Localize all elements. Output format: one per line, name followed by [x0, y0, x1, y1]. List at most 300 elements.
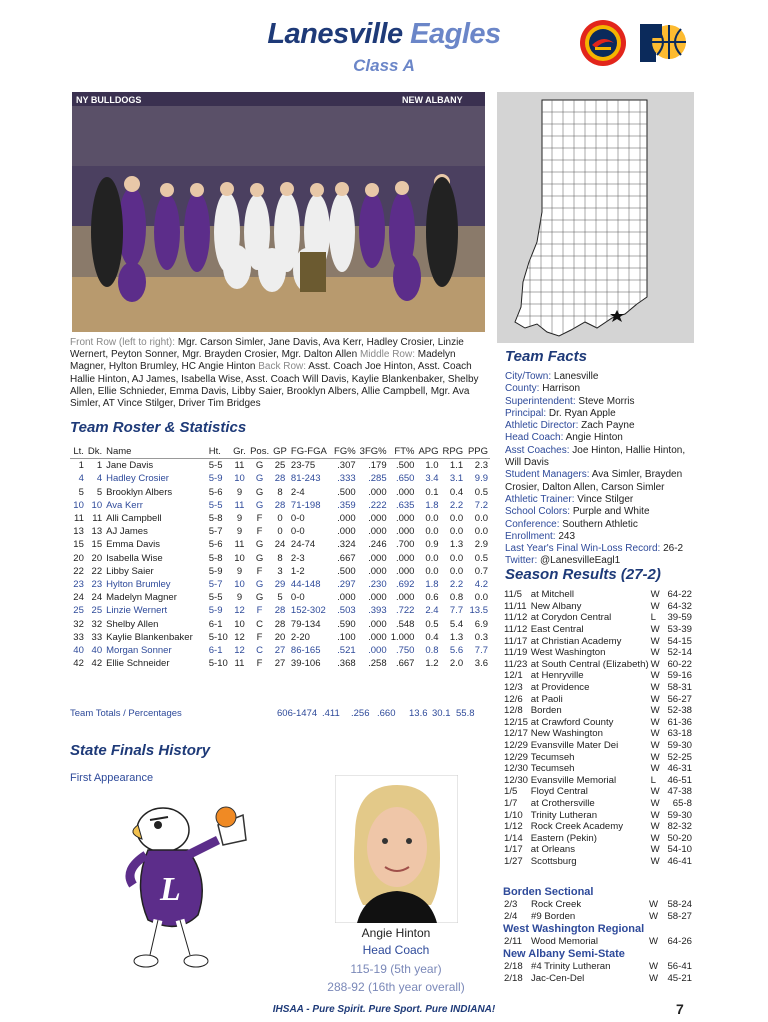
fact-label: Head Coach:	[505, 432, 564, 444]
fact-label: Principal:	[505, 407, 547, 419]
game-date: 12/17	[504, 728, 529, 740]
fact-value: 26-2	[663, 543, 684, 555]
roster-cell-ht: 5-9	[208, 565, 223, 577]
game-opponent: New Albany	[530, 600, 582, 612]
game-opponent: at South Central (Elizabeth)	[530, 658, 649, 670]
game-row	[503, 844, 693, 856]
roster-cell-ht: 5-9	[208, 473, 223, 485]
fact-label: Asst Coaches:	[505, 444, 570, 456]
roster-cell-ppg: 6.9	[474, 618, 488, 630]
game-date: 11/11	[504, 600, 527, 612]
roster-cell-name: Hylton Brumley	[106, 578, 171, 590]
game-result: W	[650, 600, 660, 612]
game-row	[503, 899, 693, 911]
col-ftp: FT%	[389, 445, 417, 459]
totals-ppg: 55.8	[456, 708, 475, 719]
regional-table	[503, 936, 693, 948]
indiana-county-map	[497, 92, 694, 343]
totals-apg: 13.6	[409, 708, 428, 719]
fact-item	[505, 445, 695, 470]
roster-cell-rpg: 0.0	[449, 552, 464, 564]
roster-cell-pos: G	[255, 539, 264, 551]
photo-caption	[70, 337, 490, 410]
game-date: 11/5	[504, 589, 522, 601]
game-opponent: East Central	[530, 624, 584, 636]
game-score: 47-38	[667, 786, 692, 798]
roster-cell-gp: 5	[277, 592, 283, 604]
roster-cell-fgp: .000	[337, 592, 356, 604]
game-score: 58-31	[667, 682, 692, 694]
roster-cell-ppg: 2.3	[474, 460, 488, 472]
game-score: 53-39	[667, 624, 692, 636]
roster-cell-dk: 23	[91, 578, 103, 590]
roster-cell-apg: 0.6	[425, 592, 439, 604]
roster-cell-gr: 12	[234, 644, 245, 656]
game-score: 52-25	[667, 751, 692, 763]
roster-cell-apg: 1.8	[425, 499, 439, 511]
game-opponent: Wood Memorial	[531, 936, 599, 948]
roster-cell-rpg: 0.4	[449, 486, 464, 498]
page-number: 7	[676, 1001, 684, 1017]
game-date: 11/12	[504, 612, 528, 624]
roster-cell-name: Ellie Schneider	[106, 658, 170, 670]
roster-cell-name: Brooklyn Albers	[106, 486, 173, 498]
roster-cell-gp: 28	[274, 499, 286, 511]
fact-item	[505, 371, 695, 383]
game-opponent: Trinity Lutheran	[530, 809, 598, 821]
roster-cell-gp: 28	[274, 618, 286, 630]
roster-cell-dk: 24	[91, 592, 103, 604]
roster-cell-ht: 5-5	[208, 592, 223, 604]
col-fg: FG-FGA	[289, 445, 332, 459]
roster-cell-name: Emma Davis	[106, 539, 160, 551]
roster-row	[70, 552, 490, 565]
roster-cell-gr: 12	[234, 631, 245, 643]
roster-cell-gp: 8	[277, 486, 283, 498]
fact-value: Joe Hinton, Hallie Hinton, Will Davis	[505, 444, 686, 469]
game-row	[503, 728, 693, 740]
roster-row	[70, 499, 490, 512]
game-date: 1/5	[504, 786, 518, 798]
roster-cell-fgp: .000	[337, 513, 356, 525]
roster-cell-apg: 2.4	[425, 605, 439, 617]
col-ppg: PPG	[465, 445, 490, 459]
roster-cell-dk: 25	[91, 605, 103, 617]
state-history-title: State Finals History	[70, 742, 211, 759]
game-score: 54-10	[667, 844, 692, 856]
svg-text:L: L	[160, 871, 181, 908]
season-results-table	[503, 589, 693, 867]
roster-cell-tp: .000	[368, 618, 387, 630]
roster-cell-gr: 9	[236, 513, 243, 525]
roster-cell-lt: 15	[73, 539, 84, 551]
roster-cell-ht: 5-10	[208, 658, 228, 670]
roster-cell-ft: .700	[395, 539, 415, 551]
roster-cell-gp: 27	[274, 644, 286, 656]
game-result: W	[649, 910, 659, 922]
indiana-map-panel	[497, 92, 694, 343]
game-score: 61-36	[667, 716, 692, 728]
roster-cell-fgp: .503	[337, 605, 356, 617]
game-date: 12/3	[504, 682, 523, 694]
eagle-mascot	[118, 795, 258, 980]
roster-cell-rpg: 5.6	[449, 644, 464, 656]
game-row	[503, 821, 693, 833]
game-result: W	[650, 624, 660, 636]
roster-cell-pos: C	[256, 644, 264, 656]
game-score: 50-20	[667, 832, 692, 844]
roster-cell-lt: 5	[78, 486, 84, 498]
roster-cell-name: Alli Campbell	[106, 513, 162, 525]
svg-text:NEW ALBANY: NEW ALBANY	[402, 95, 463, 105]
roster-cell-fg: 2-20	[290, 631, 310, 643]
roster-cell-ppg: 13.5	[469, 605, 488, 617]
roster-cell-fgp: .307	[337, 460, 356, 472]
roster-cell-gp: 28	[274, 473, 286, 485]
roster-row	[70, 472, 490, 485]
roster-cell-name: Hadley Crosier	[106, 473, 169, 485]
game-result: W	[650, 682, 660, 694]
game-row	[503, 740, 693, 752]
roster-cell-tp: .285	[368, 473, 387, 485]
game-row	[503, 601, 693, 613]
roster-cell-tp: .000	[368, 526, 387, 538]
roster-cell-ft: .635	[395, 499, 415, 511]
roster-cell-ht: 5-5	[208, 499, 223, 511]
game-date: 11/23	[504, 658, 528, 670]
game-opponent: West Washington	[530, 647, 606, 659]
game-row	[503, 809, 693, 821]
roster-cell-pos: G	[255, 460, 264, 472]
game-date: 2/3	[504, 899, 518, 911]
game-opponent: Evansville Memorial	[530, 774, 617, 786]
game-row	[503, 589, 693, 601]
roster-cell-apg: 0.5	[425, 618, 439, 630]
roster-cell-dk: 13	[91, 526, 103, 538]
roster-cell-fg: 23-75	[290, 460, 316, 472]
game-result: W	[650, 786, 660, 798]
roster-row	[70, 512, 490, 525]
caption-back-text: Asst. Coach Joe Hinton, Asst. Coach Hallie Hinton, AJ James, Isabella Wise, Asst. Coach Will Davis, Kaylie Blankenbaker, Shelby Allen, Ellie Schnieder, Emma Davis, Libby Saier, Brooklyn Albers, Allie Campbell, Mgr. Ava Simler, AT Vince Stilger, Driver Tim Bridges	[70, 361, 479, 410]
game-score: 46-31	[667, 763, 692, 775]
roster-cell-gr: 9	[236, 565, 243, 577]
roster-cell-ppg: 0.0	[474, 592, 488, 604]
game-result: W	[650, 716, 660, 728]
roster-cell-fgp: .590	[337, 618, 356, 630]
roster-cell-ppg: 0.0	[474, 513, 488, 525]
roster-row	[70, 604, 490, 617]
game-row	[503, 936, 693, 948]
col-gr: Gr.	[231, 445, 248, 459]
game-result: W	[650, 797, 660, 809]
roster-cell-ft: .000	[395, 592, 415, 604]
roster-cell-tp: .230	[368, 578, 387, 590]
game-opponent: #9 Borden	[531, 910, 576, 922]
totals-fgp: .411	[322, 708, 340, 719]
footer-tagline: IHSAA - Pure Spirit. Pure Sport. Pure INDIANA!	[272, 1004, 496, 1015]
fact-value: Lanesville	[553, 371, 599, 382]
roster-cell-tp: .222	[368, 499, 387, 511]
game-date: 12/1	[504, 670, 523, 682]
game-row	[503, 717, 693, 729]
game-result: W	[650, 763, 660, 775]
roster-cell-gr: 11	[234, 499, 245, 511]
game-score: 58-24	[667, 899, 692, 911]
fact-item	[505, 543, 695, 555]
roster-cell-apg: 0.0	[425, 526, 439, 538]
roster-cell-pos: G	[255, 473, 264, 485]
caption-front-text: Mgr. Carson Simler, Jane Davis, Ava Kerr, Hadley Crosier, Linzie Wernert, Peyton Sonner, Mgr. Brayden Crosier, Mgr. Dalton Allen	[70, 337, 464, 361]
roster-cell-fg: 86-165	[290, 644, 321, 656]
roster-cell-gr: 9	[236, 486, 243, 498]
roster-cell-tp: .258	[368, 658, 387, 670]
roster-cell-rpg: 2.0	[449, 658, 464, 670]
game-opponent: at Mitchell	[530, 589, 574, 601]
fact-label: School Colors:	[505, 506, 571, 518]
fact-label: Last Year's Final Win-Loss Record:	[505, 543, 661, 555]
roster-cell-apg: 0.0	[425, 565, 439, 577]
col-pos: Pos.	[250, 446, 270, 458]
roster-cell-gr: 10	[234, 578, 245, 590]
roster-cell-tp: .000	[368, 513, 387, 525]
game-row	[503, 682, 693, 694]
roster-cell-fg: 1-2	[290, 565, 305, 577]
roster-cell-dk: 1	[96, 460, 103, 472]
caption-middle-text: Madelyn Magner, Hylton Brumley, HC Angie Hinton	[70, 349, 456, 373]
game-score: 59-30	[667, 809, 692, 821]
game-date: 11/17	[504, 635, 528, 647]
roster-cell-ft: .000	[395, 513, 415, 525]
game-row	[503, 832, 693, 844]
roster-cell-ppg: 0.5	[474, 486, 488, 498]
game-opponent: at Orleans	[530, 844, 576, 856]
roster-cell-rpg: 0.0	[449, 513, 464, 525]
col-rpg: RPG	[442, 446, 464, 458]
fact-item	[505, 396, 695, 408]
title-main: Lanesville	[267, 18, 403, 50]
roster-cell-name: Isabella Wise	[106, 552, 163, 564]
roster-cell-rpg: 0.0	[449, 526, 464, 538]
roster-cell-pos: F	[256, 658, 263, 670]
game-opponent: Floyd Central	[530, 786, 588, 798]
roster-cell-fgp: .500	[337, 565, 356, 577]
game-opponent: at Henryville	[530, 670, 584, 682]
roster-cell-ft: .000	[395, 526, 415, 538]
roster-cell-pos: G	[255, 592, 264, 604]
roster-cell-rpg: 0.0	[449, 565, 464, 577]
roster-cell-fg: 2-3	[290, 552, 305, 564]
roster-cell-pos: G	[255, 552, 264, 564]
game-score: 63-18	[667, 728, 692, 740]
game-date: 1/14	[504, 832, 523, 844]
roster-cell-pos: F	[256, 513, 263, 525]
roster-cell-tp: .246	[368, 539, 387, 551]
roster-row	[70, 657, 490, 670]
game-opponent: at Corydon Central	[530, 612, 612, 624]
fact-value: Steve Morris	[578, 395, 635, 407]
roster-cell-ppg: 4.2	[474, 578, 488, 590]
game-date: 12/30	[504, 774, 529, 786]
game-date: 12/6	[504, 693, 523, 705]
roster-cell-ft: .000	[395, 486, 415, 498]
results-title: Season Results (27-2)	[505, 566, 661, 583]
roster-cell-lt: 23	[73, 578, 84, 590]
game-score: 82-32	[667, 821, 692, 833]
game-result: W	[649, 899, 659, 911]
regional-title: West Washington Regional	[503, 923, 645, 935]
svg-text:NY BULLDOGS: NY BULLDOGS	[76, 95, 142, 105]
roster-cell-name: Shelby Allen	[106, 618, 159, 630]
fact-item	[505, 506, 695, 518]
roster-cell-fgp: .100	[337, 631, 356, 643]
roster-cell-ht: 5-6	[208, 539, 223, 551]
roster-title: Team Roster & Statistics	[70, 419, 247, 436]
totals-fg: 606-1474	[277, 708, 318, 719]
roster-cell-tp: .000	[368, 565, 387, 577]
game-date: 2/18	[504, 972, 523, 984]
roster-cell-rpg: 1.1	[449, 460, 464, 472]
roster-cell-gr: 10	[234, 473, 245, 485]
game-opponent: Rock Creek Academy	[530, 821, 624, 833]
game-result: W	[650, 740, 660, 752]
game-result: W	[650, 670, 660, 682]
roster-cell-ft: .750	[395, 644, 415, 656]
roster-cell-gp: 0	[277, 526, 283, 538]
fact-item	[505, 408, 695, 420]
game-result: L	[650, 612, 656, 624]
game-opponent: at Crothersville	[530, 797, 595, 809]
roster-cell-apg: 0.9	[425, 539, 439, 551]
roster-cell-dk: 11	[92, 513, 103, 525]
roster-cell-name: Libby Saier	[106, 565, 154, 577]
roster-cell-lt: 20	[73, 552, 84, 564]
roster-row	[70, 538, 490, 551]
fact-label: County:	[505, 383, 540, 395]
facts-title: Team Facts	[505, 348, 587, 365]
game-opponent: Tecumseh	[530, 763, 575, 775]
pacers-logo	[637, 18, 689, 68]
game-score: 46-41	[667, 855, 692, 867]
roster-cell-fg: 79-134	[290, 618, 321, 630]
game-row	[503, 973, 693, 985]
fact-item	[505, 531, 695, 543]
roster-cell-apg: 1.8	[425, 578, 439, 590]
roster-cell-dk: 20	[91, 552, 103, 564]
coach-record-overall: 288-92 (16th year overall)	[327, 980, 465, 994]
game-score: 52-14	[667, 647, 692, 659]
roster-cell-rpg: 5.4	[449, 618, 464, 630]
game-opponent: at Christian Academy	[530, 635, 622, 647]
fact-value: Angie Hinton	[565, 432, 623, 444]
game-result: W	[650, 647, 660, 659]
roster-cell-fgp: .667	[337, 552, 356, 564]
roster-cell-lt: 4	[78, 473, 84, 485]
game-opponent: Rock Creek	[531, 899, 582, 911]
fact-item	[505, 383, 695, 395]
roster-cell-rpg: 3.1	[449, 473, 464, 485]
roster-cell-ppg: 7.7	[474, 644, 488, 656]
roster-cell-rpg: 2.2	[449, 578, 464, 590]
game-score: 60-22	[667, 658, 692, 670]
roster-cell-name: Jane Davis	[106, 460, 154, 472]
fact-value: Vince Stilger	[577, 493, 634, 505]
roster-cell-gp: 0	[277, 513, 283, 525]
game-result: W	[650, 751, 660, 763]
roster-cell-rpg: 7.7	[449, 605, 464, 617]
roster-cell-ht: 5-8	[208, 513, 223, 525]
roster-cell-ht: 5-9	[208, 605, 223, 617]
coach-photo	[335, 775, 458, 923]
game-date: 1/27	[504, 855, 523, 867]
roster-cell-gr: 11	[234, 658, 245, 670]
roster-cell-lt: 11	[74, 513, 84, 525]
game-score: 64-32	[667, 600, 692, 612]
totals-ftp: .660	[377, 708, 396, 719]
fact-label: Athletic Trainer:	[505, 493, 575, 505]
roster-cell-ppg: 3.6	[474, 658, 488, 670]
game-score: 56-27	[667, 693, 692, 705]
roster-cell-lt: 13	[73, 526, 84, 538]
sectional-title: Borden Sectional	[503, 886, 594, 898]
roster-cell-fgp: .521	[337, 644, 356, 656]
roster-cell-pos: G	[255, 578, 264, 590]
col-gp: GP	[271, 445, 289, 459]
game-result: W	[650, 809, 660, 821]
roster-cell-dk: 10	[91, 499, 103, 511]
roster-cell-fg: 0-0	[290, 526, 305, 538]
roster-cell-gr: 9	[236, 526, 243, 538]
fact-label: Twitter:	[505, 555, 538, 567]
roster-row	[70, 591, 490, 604]
roster-cell-ppg: 7.2	[474, 499, 488, 511]
roster-cell-apg: 0.8	[425, 644, 439, 656]
game-score: 45-21	[667, 972, 692, 984]
roster-row	[70, 578, 490, 591]
fact-label: Athletic Director:	[505, 420, 579, 432]
game-opponent: Jac-Cen-Del	[531, 972, 585, 984]
roster-cell-name: Madelyn Magner	[106, 592, 177, 604]
fever-logo	[578, 18, 628, 68]
fact-value: 243	[558, 530, 576, 542]
coach-title: Head Coach	[362, 943, 430, 957]
roster-cell-apg: 0.0	[425, 513, 439, 525]
game-score: 64-26	[667, 936, 692, 948]
roster-row	[70, 525, 490, 538]
roster-cell-gp: 27	[274, 658, 286, 670]
roster-cell-fgp: .333	[337, 473, 356, 485]
fact-item	[505, 432, 695, 444]
roster-cell-tp: .000	[368, 644, 387, 656]
roster-cell-lt: 24	[73, 592, 84, 604]
roster-cell-gr: 9	[236, 592, 243, 604]
game-result: W	[649, 972, 659, 984]
totals-3fgp: .256	[351, 708, 370, 719]
roster-cell-tp: .000	[368, 486, 387, 498]
roster-cell-fg: 24-74	[290, 539, 316, 551]
game-result: W	[650, 693, 660, 705]
roster-cell-ht: 5-8	[208, 552, 223, 564]
game-result: W	[650, 589, 660, 601]
coach-name: Angie Hinton	[361, 926, 431, 940]
roster-cell-ft: .692	[395, 578, 415, 590]
col-lt: Lt.	[70, 445, 86, 459]
roster-cell-lt: 42	[73, 658, 84, 670]
game-date: 12/29	[504, 740, 529, 752]
roster-header-row	[70, 445, 490, 459]
roster-row	[70, 644, 490, 657]
fact-value: Zach Payne	[581, 420, 635, 432]
fact-label: City/Town:	[505, 371, 552, 382]
